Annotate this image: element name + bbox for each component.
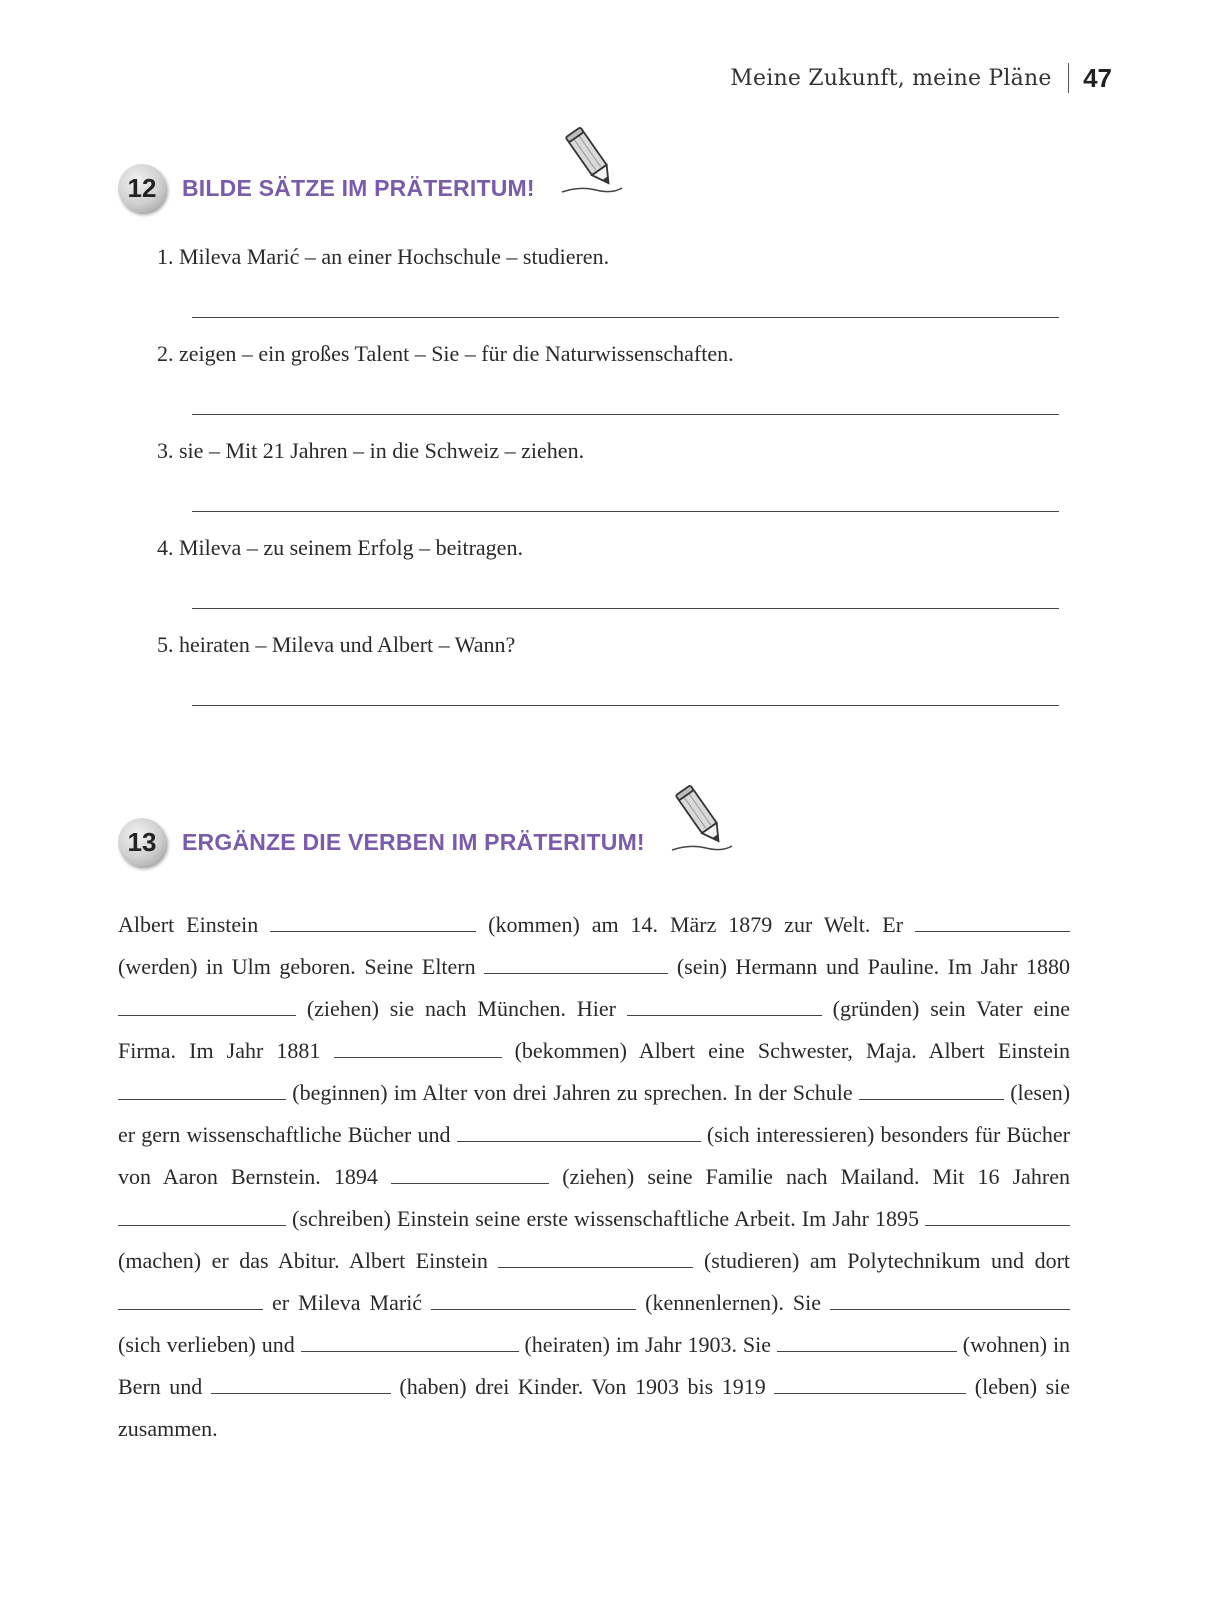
text-segment: (schreiben) Einstein seine erste wissenschaftliche Arbeit. Im Jahr 1895 — [292, 1206, 919, 1231]
blank-field[interactable] — [118, 997, 296, 1016]
exercise-number-badge: 13 — [118, 818, 166, 866]
blank-field[interactable] — [391, 1165, 549, 1184]
exercise-12-heading — [118, 164, 535, 212]
text-segment: (beginnen) im Alter von drei Jahren zu sprechen. In der Schule — [292, 1080, 853, 1105]
pencil-icon — [670, 782, 736, 856]
text-segment: (ziehen) seine Familie nach Mailand. Mit 16 Jahren — [562, 1164, 1071, 1189]
text-segment: (haben) drei Kinder. Von 1903 bis 1919 — [399, 1374, 766, 1399]
header-divider — [1068, 63, 1070, 93]
text-segment: (werden) in Ulm geboren. Seine Eltern — [118, 954, 476, 979]
text-segment: (wohnen) in Bern und — [118, 1332, 1071, 1399]
answer-line[interactable] — [192, 511, 1059, 512]
blank-field[interactable] — [627, 997, 822, 1016]
text-segment: (studieren) am Polytechnikum und dort — [703, 1248, 1071, 1273]
text-segment: (sich interessieren) besonders für Bücher von Aaron Bernstein. 1894 — [118, 1122, 1071, 1189]
blank-field[interactable] — [915, 913, 1070, 932]
blank-field[interactable] — [859, 1081, 1004, 1100]
text-segment: (sein) Hermann und Pauline. Im Jahr 1880 — [676, 954, 1071, 979]
answer-line[interactable] — [192, 705, 1059, 706]
exercise-number-badge: 12 — [118, 164, 166, 212]
blank-field[interactable] — [484, 955, 668, 974]
blank-field[interactable] — [118, 1081, 286, 1100]
exercise-item: 4. Mileva – zu seinem Erfolg – beitragen. — [157, 535, 523, 560]
text-segment: (leben) sie zusammen. — [118, 1374, 1071, 1441]
blank-field[interactable] — [431, 1291, 636, 1310]
exercise-title: BILDE SÄTZE IM PRÄTERITUM! — [182, 174, 535, 201]
text-segment: (heiraten) im Jahr 1903. Sie — [524, 1332, 771, 1357]
text-segment: er Mileva Marić — [272, 1290, 423, 1315]
pencil-icon — [560, 124, 626, 198]
text-segment: (sich verlieben) und — [118, 1332, 295, 1357]
fill-in-paragraph — [118, 904, 1070, 1450]
exercise-title: ERGÄNZE DIE VERBEN IM PRÄTERITUM! — [182, 828, 645, 855]
page-header — [730, 58, 1112, 98]
answer-line[interactable] — [192, 414, 1059, 415]
text-segment: (gründen) sein Vater eine Firma. Im Jahr 1881 — [118, 996, 1070, 1063]
text-segment: (lesen) er gern wissenschaftliche Bücher und — [118, 1080, 1071, 1147]
blank-field[interactable] — [118, 1207, 286, 1226]
blank-field[interactable] — [498, 1249, 693, 1268]
blank-field[interactable] — [334, 1039, 502, 1058]
text-segment: (bekommen) Albert eine Schwester, Maja. Albert Einstein — [514, 1038, 1070, 1063]
blank-field[interactable] — [457, 1123, 701, 1142]
blank-field[interactable] — [301, 1333, 519, 1352]
blank-field[interactable] — [118, 1291, 263, 1310]
exercise-13-heading — [118, 818, 645, 866]
blank-field[interactable] — [774, 1375, 966, 1394]
page-number: 47 — [1083, 62, 1112, 93]
exercise-item: 3. sie – Mit 21 Jahren – in die Schweiz – ziehen. — [157, 438, 585, 463]
chapter-title: Meine Zukunft, meine Pläne — [730, 65, 1052, 91]
blank-field[interactable] — [830, 1291, 1070, 1310]
blank-field[interactable] — [925, 1207, 1070, 1226]
text-segment: (machen) er das Abitur. Albert Einstein — [118, 1248, 488, 1273]
blank-field[interactable] — [211, 1375, 391, 1394]
text-segment: (ziehen) sie nach München. Hier — [306, 996, 616, 1021]
text-segment: (kennenlernen). Sie — [645, 1290, 821, 1315]
exercise-item: 1. Mileva Marić – an einer Hochschule – studieren. — [157, 244, 610, 269]
blank-field[interactable] — [270, 913, 476, 932]
text-segment: Albert Einstein — [118, 912, 259, 937]
exercise-item: 5. heiraten – Mileva und Albert – Wann? — [157, 632, 516, 657]
answer-line[interactable] — [192, 608, 1059, 609]
exercise-item: 2. zeigen – ein großes Talent – Sie – für die Naturwissenschaften. — [157, 341, 734, 366]
text-segment: (kommen) am 14. März 1879 zur Welt. Er — [488, 912, 904, 937]
answer-line[interactable] — [192, 317, 1059, 318]
blank-field[interactable] — [777, 1333, 957, 1352]
